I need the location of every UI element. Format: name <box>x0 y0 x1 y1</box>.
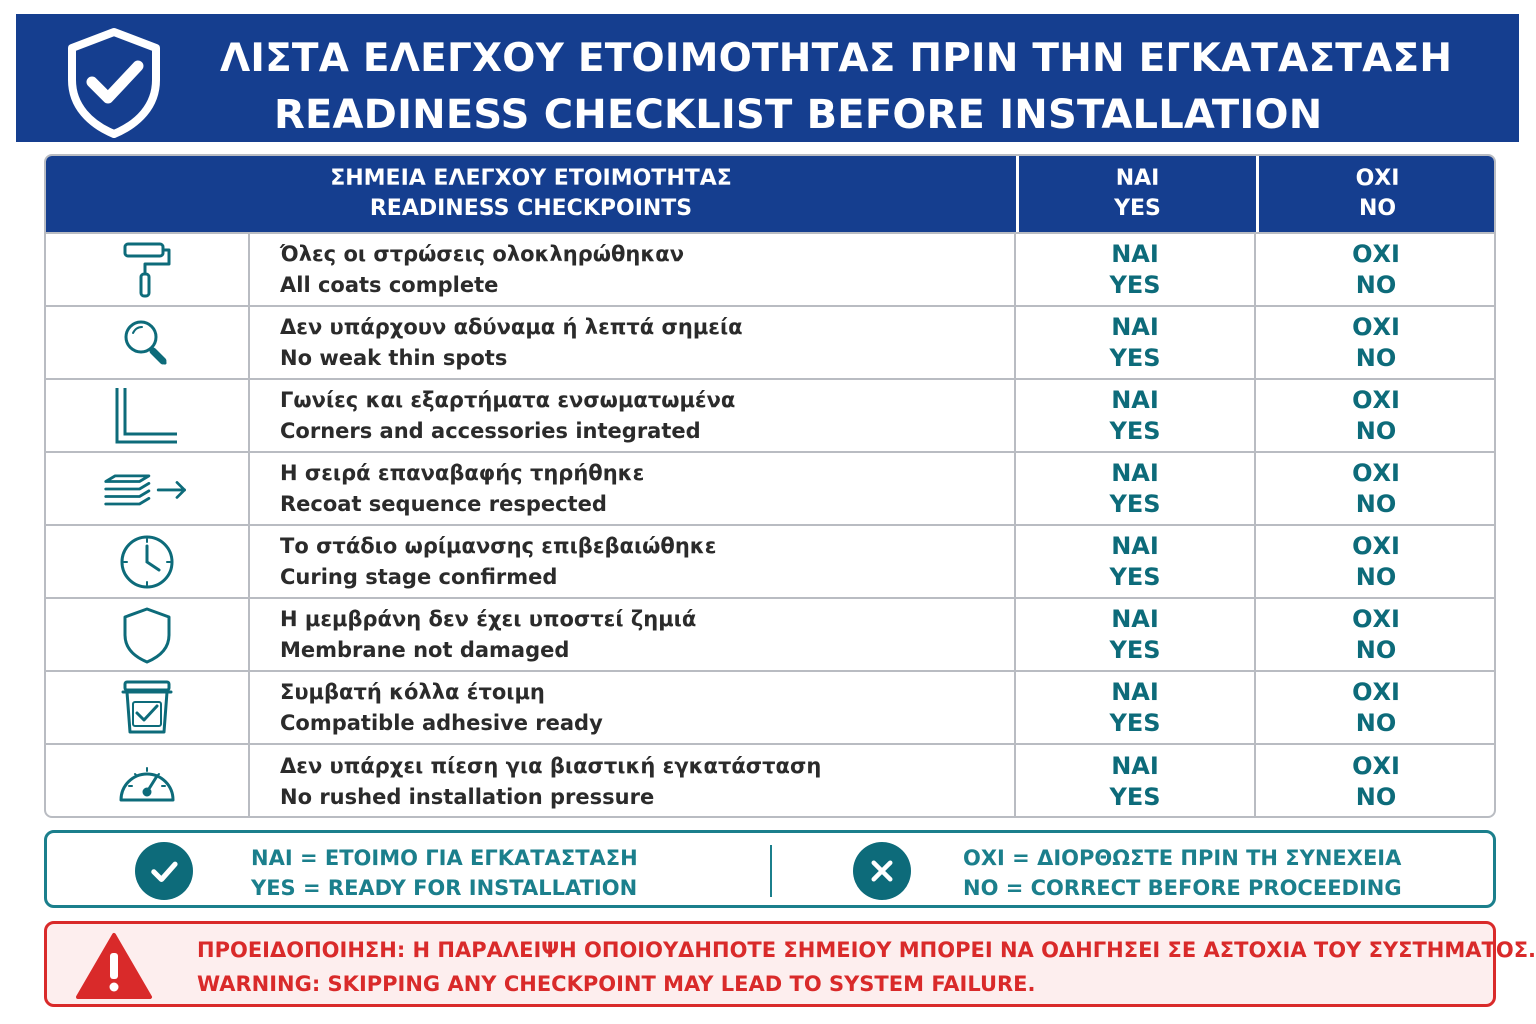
warning-text-el: ΠΡΟΕΙΔΟΠΟΙΗΣΗ: Η ΠΑΡΑΛΕΙΨΗ ΟΠΟΙΟΥΔΗΠΟΤΕ ΣΗΜΕΙΟΥ ΜΠΟΡΕΙ ΝΑ ΟΔΗΓΗΣΕΙ ΣΕ ΑΣΤΟΧΙΑ ΤΟΥ ΣΥΣΤΗΜΑΤΟΣ. <box>197 938 1536 962</box>
column-header-yes-el: ΝΑΙ <box>1115 166 1160 191</box>
yes-label-en: YES <box>1109 270 1161 299</box>
no-option[interactable] <box>1256 380 1496 451</box>
checkpoint-label-en: No rushed installation pressure <box>280 784 655 809</box>
checkpoint-label-el: Όλες οι στρώσεις ολοκληρώθηκαν <box>280 241 685 266</box>
warning-triangle-icon <box>75 931 153 1001</box>
no-label-el: ΟΧΙ <box>1352 604 1400 633</box>
no-label-el: ΟΧΙ <box>1352 751 1400 780</box>
no-label-en: NO <box>1355 782 1397 811</box>
gauge-icon <box>115 752 179 812</box>
table-row <box>46 232 1494 305</box>
checkpoint-label-el: Το στάδιο ωρίμανσης επιβεβαιώθηκε <box>280 533 717 558</box>
yes-label-el: ΝΑΙ <box>1111 751 1159 780</box>
clock-icon <box>115 532 179 592</box>
checkpoint-label-en: Compatible adhesive ready <box>280 710 603 735</box>
table-row <box>46 670 1494 743</box>
no-label-el: ΟΧΙ <box>1352 239 1400 268</box>
column-header-checkpoints <box>46 156 1016 232</box>
shield-icon <box>115 605 179 665</box>
yes-label-en: YES <box>1109 562 1161 591</box>
legend-box <box>44 830 1496 908</box>
yes-label-el: ΝΑΙ <box>1111 312 1159 341</box>
no-option[interactable] <box>1256 526 1496 597</box>
table-row <box>46 305 1494 378</box>
column-header-no-el: ΟΧΙ <box>1355 166 1400 191</box>
no-option[interactable] <box>1256 234 1496 305</box>
column-header-checkpoints-el: ΣΗΜΕΙΑ ΕΛΕΓΧΟΥ ΕΤΟΙΜΟΤΗΤΑΣ <box>330 166 732 191</box>
check-circle-icon <box>135 842 193 900</box>
table-row <box>46 743 1494 818</box>
checkpoint-label-en: No weak thin spots <box>280 345 508 370</box>
yes-label-el: ΝΑΙ <box>1111 385 1159 414</box>
no-label-en: NO <box>1355 635 1397 664</box>
yes-label-el: ΝΑΙ <box>1111 531 1159 560</box>
no-option[interactable] <box>1256 453 1496 524</box>
magnifier-icon <box>115 313 179 373</box>
legend-no-el: ΟΧΙ = ΔΙΟΡΘΩΣΤΕ ΠΡΙΝ ΤΗ ΣΥΝΕΧΕΙΑ <box>963 846 1402 870</box>
page-title-english: READINESS CHECKLIST BEFORE INSTALLATION <box>274 92 1323 138</box>
checkpoint-label-el: Η σειρά επαναβαφής τηρήθηκε <box>280 460 645 485</box>
yes-option[interactable] <box>1016 526 1256 597</box>
page-title-greek: ΛΙΣΤΑ ΕΛΕΓΧΟΥ ΕΤΟΙΜΟΤΗΤΑΣ ΠΡΙΝ ΤΗΝ ΕΓΚΑΤΑΣΤΑΣΗ <box>220 36 1453 81</box>
column-header-yes-en: YES <box>1114 196 1161 221</box>
yes-option[interactable] <box>1016 307 1256 378</box>
warning-text-en: WARNING: SKIPPING ANY CHECKPOINT MAY LEAD TO SYSTEM FAILURE. <box>197 972 1036 996</box>
no-label-el: ΟΧΙ <box>1352 312 1400 341</box>
yes-label-en: YES <box>1109 489 1161 518</box>
checkpoint-label-en: Membrane not damaged <box>280 637 570 662</box>
no-option[interactable] <box>1256 745 1496 818</box>
yes-label-en: YES <box>1109 708 1161 737</box>
column-header-no-en: NO <box>1358 196 1397 221</box>
yes-option[interactable] <box>1016 745 1256 818</box>
checkpoint-label-en: Corners and accessories integrated <box>280 418 701 443</box>
x-circle-icon <box>853 842 911 900</box>
yes-label-el: ΝΑΙ <box>1111 604 1159 633</box>
checkpoint-label-en: Recoat sequence respected <box>280 491 607 516</box>
no-label-el: ΟΧΙ <box>1352 458 1400 487</box>
yes-label-en: YES <box>1109 782 1161 811</box>
no-option[interactable] <box>1256 307 1496 378</box>
no-label-en: NO <box>1355 708 1397 737</box>
warning-text <box>197 933 1536 1001</box>
column-header-yes <box>1016 156 1256 232</box>
table-row <box>46 451 1494 524</box>
bucket-check-icon <box>115 678 179 738</box>
shield-check-icon <box>62 26 166 138</box>
no-label-en: NO <box>1355 489 1397 518</box>
checkpoint-label-el: Δεν υπάρχει πίεση για βιαστική εγκατάσταση <box>280 753 822 778</box>
checkpoint-label-el: Γωνίες και εξαρτήματα ενσωματωμένα <box>280 387 736 412</box>
checkpoint-label-el: Δεν υπάρχουν αδύναμα ή λεπτά σημεία <box>280 314 743 339</box>
warning-box <box>44 921 1536 1007</box>
yes-label-el: ΝΑΙ <box>1111 239 1159 268</box>
yes-option[interactable] <box>1016 599 1256 670</box>
yes-label-en: YES <box>1109 343 1161 372</box>
yes-label-en: YES <box>1109 635 1161 664</box>
legend-yes-el: ΝΑΙ = ΕΤΟΙΜΟ ΓΙΑ ΕΓΚΑΤΑΣΤΑΣΗ <box>251 846 638 870</box>
table-row <box>46 597 1494 670</box>
checkpoint-label-en: Curing stage confirmed <box>280 564 558 589</box>
checkpoint-label-en: All coats complete <box>280 272 499 297</box>
yes-label-el: ΝΑΙ <box>1111 458 1159 487</box>
table-header <box>46 156 1494 232</box>
table-row <box>46 378 1494 451</box>
no-label-en: NO <box>1355 562 1397 591</box>
no-option[interactable] <box>1256 599 1496 670</box>
corner-icon <box>115 386 179 446</box>
column-header-checkpoints-en: READINESS CHECKPOINTS <box>369 196 693 221</box>
header-banner <box>16 14 1519 142</box>
yes-label-en: YES <box>1109 416 1161 445</box>
no-label-en: NO <box>1355 270 1397 299</box>
column-header-no <box>1256 156 1496 232</box>
checkpoint-label-el: Η μεμβράνη δεν έχει υποστεί ζημιά <box>280 606 697 631</box>
legend-no <box>963 843 1402 903</box>
yes-label-el: ΝΑΙ <box>1111 677 1159 706</box>
yes-option[interactable] <box>1016 234 1256 305</box>
yes-option[interactable] <box>1016 453 1256 524</box>
yes-option[interactable] <box>1016 672 1256 743</box>
checkpoint-label-el: Συμβατή κόλλα έτοιμη <box>280 679 545 704</box>
paint-roller-icon <box>115 240 179 300</box>
no-option[interactable] <box>1256 672 1496 743</box>
legend-yes-en: YES = READY FOR INSTALLATION <box>251 876 638 900</box>
no-label-en: NO <box>1355 343 1397 372</box>
no-label-en: NO <box>1355 416 1397 445</box>
layers-arrow-icon <box>102 459 192 519</box>
legend-no-en: NO = CORRECT BEFORE PROCEEDING <box>963 876 1402 900</box>
legend-divider <box>770 845 772 897</box>
legend-yes <box>251 843 638 903</box>
yes-option[interactable] <box>1016 380 1256 451</box>
no-label-el: ΟΧΙ <box>1352 385 1400 414</box>
no-label-el: ΟΧΙ <box>1352 531 1400 560</box>
table-row <box>46 524 1494 597</box>
checklist-table <box>44 154 1496 818</box>
no-label-el: ΟΧΙ <box>1352 677 1400 706</box>
